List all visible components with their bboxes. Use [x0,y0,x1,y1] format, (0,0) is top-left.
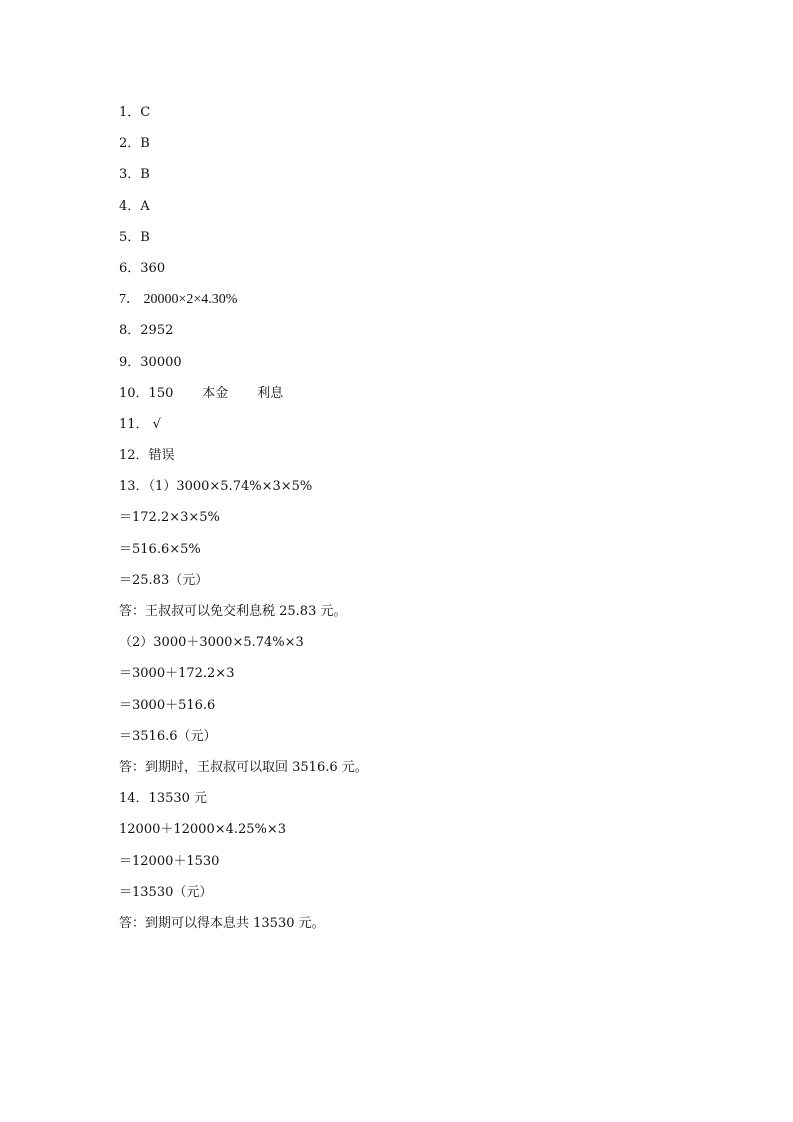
answer-line-8: 8．2952 [119,323,174,339]
answer-line-14: 14．13530 元 [119,791,208,807]
answer-line-5: 5．B [119,229,150,245]
answer-line-1: 1．C [119,105,151,120]
answer-line-11: 11． √ [119,416,161,432]
answer-line-6: 6．360 [119,260,166,276]
answer-line-4: 4．A [119,198,150,214]
answer-line-7-formula: 7． 20000×2×4.30% [119,292,238,308]
answer-line-13-part2: （2）3000＋3000×5.74%×3 [119,635,304,651]
calc-step: ＝12000＋1530 [119,853,220,869]
answer-statement: 答：到期时，王叔叔可以取回 3516.6 元。 [119,759,368,775]
calc-step: 12000＋12000×4.25%×3 [119,822,287,838]
calc-step: ＝516.6×5% [119,541,201,557]
answer-statement: 答：王叔叔可以免交利息税 25.83 元。 [119,604,347,619]
answer-statement: 答：到期可以得本息共 13530 元。 [119,915,325,931]
calc-result: ＝13530（元） [119,884,213,900]
answer-line-12: 12．错误 [119,448,175,464]
calc-step: ＝3000＋516.6 [119,697,216,713]
calc-step: ＝3000＋172.2×3 [119,666,235,682]
answer-line-3: 3．B [119,167,150,183]
answer-line-2: 2．B [119,136,150,152]
calc-step: ＝172.2×3×5% [119,510,220,526]
calc-result: ＝25.83（元） [119,572,209,588]
answer-line-13-part1: 13．（1）3000×5.74%×3×5% [119,479,313,495]
answer-line-10: 10．150 本金 利息 [119,385,284,401]
answer-line-9: 9．30000 [119,354,182,370]
calc-result: ＝3516.6（元） [119,728,217,744]
answer-list [119,102,719,944]
